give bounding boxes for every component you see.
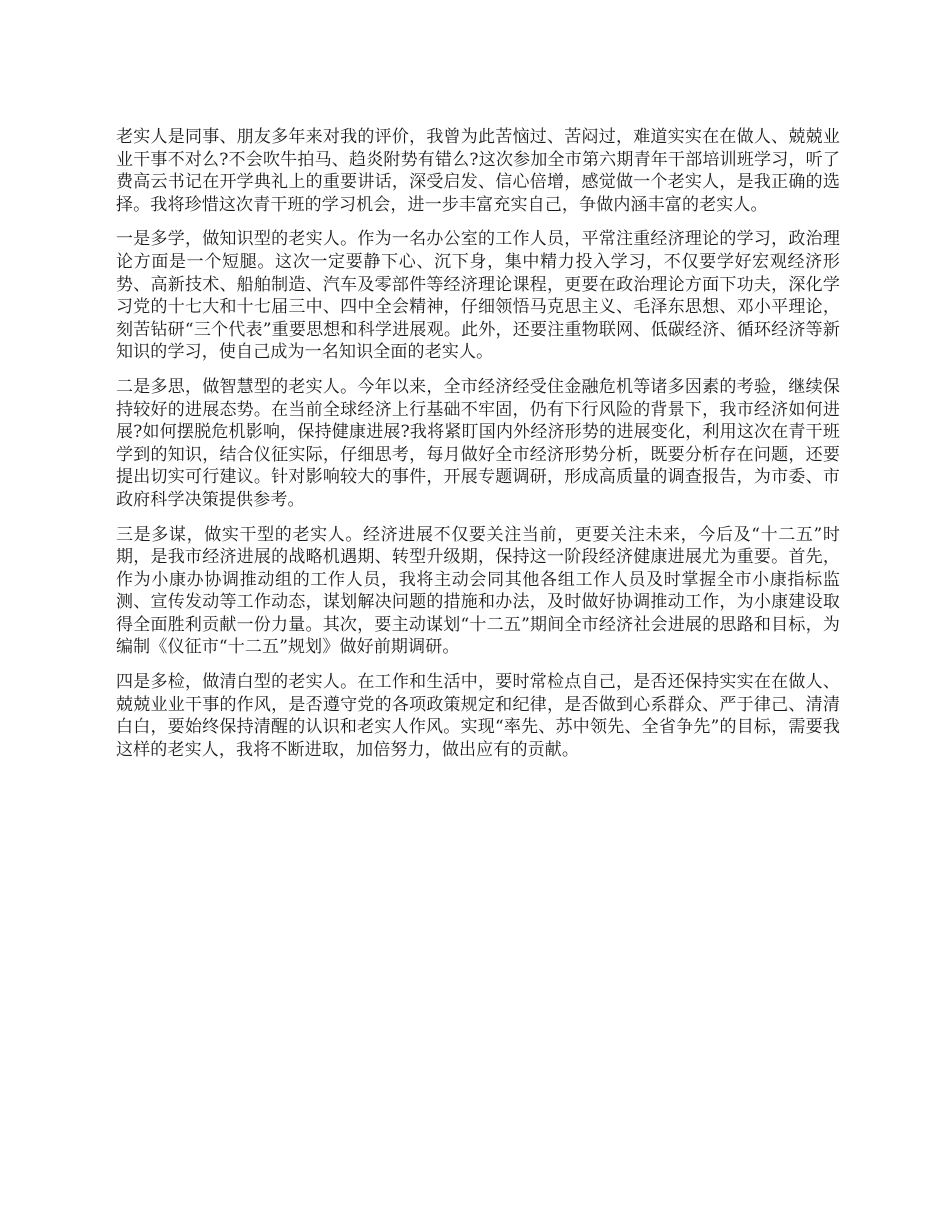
paragraph-think: 二是多思，做智慧型的老实人。今年以来，全市经济经受住金融危机等诸多因素的考验，继续保持较好的进展态势。在当前全球经济上行基础不牢固，仍有下行风险的背景下，我市经济如何进展?如何摆脱危机影响，保持健康进展?我将紧盯国内外经济形势的进展变化，利用这次在青干班学到的知识，结合仪征实际，仔细思考，每月做好全市经济形势分析，既要分析存在问题，还要提出切实可行建议。针对影响较大的事件，开展专题调研，形成高质量的调查报告，为市委、市政府科学决策提供参考。 [116,376,840,510]
paragraph-plan: 三是多谋，做实干型的老实人。经济进展不仅要关注当前，更要关注未来，今后及“十二五”时期，是我市经济进展的战略机遇期、转型升级期，保持这一阶段经济健康进展尤为重要。首先，作为小康办协调推动组的工作人员，我将主动会同其他各组工作人员及时掌握全市小康指标监测、宣传发动等工作动态，谋划解决问题的措施和办法，及时做好协调推动工作，为小康建设取得全面胜利贡献一份力量。其次，要主动谋划“十二五”期间全市经济社会进展的思路和目标，为编制《仪征市“十二五”规划》做好前期调研。 [116,524,840,658]
paragraph-check: 四是多检，做清白型的老实人。在工作和生活中，要时常检点自己，是否还保持实实在在做人、兢兢业业干事的作风，是否遵守党的各项政策规定和纪律，是否做到心系群众、严于律己、清清白白，要始终保持清醒的认识和老实人作风。实现“率先、苏中领先、全省争先”的目标，需要我这样的老实人，我将不断进取，加倍努力，做出应有的贡献。 [116,672,840,760]
paragraph-study: 一是多学，做知识型的老实人。作为一名办公室的工作人员，平常注重经济理论的学习，政治理论方面是一个短腿。这次一定要静下心、沉下身，集中精力投入学习，不仅要学好宏观经济形势、高新技术、船舶制造、汽车及零部件等经济理论课程，更要在政治理论方面下功夫，深化学习党的十七大和十七届三中、四中全会精神，仔细领悟马克思主义、毛泽东思想、邓小平理论，刻苦钻研“三个代表”重要思想和科学进展观。此外，还要注重物联网、低碳经济、循环经济等新知识的学习，使自己成为一名知识全面的老实人。 [116,229,840,363]
paragraph-intro: 老实人是同事、朋友多年来对我的评价，我曾为此苦恼过、苦闷过，难道实实在在做人、兢兢业业干事不对么?不会吹牛拍马、趋炎附势有错么?这次参加全市第六期青年干部培训班学习，听了费高云书记在开学典礼上的重要讲话，深受启发、信心倍增，感觉做一个老实人，是我正确的选择。我将珍惜这次青干班的学习机会，进一步丰富充实自己，争做内涵丰富的老实人。 [116,127,840,215]
document-body [116,126,840,773]
